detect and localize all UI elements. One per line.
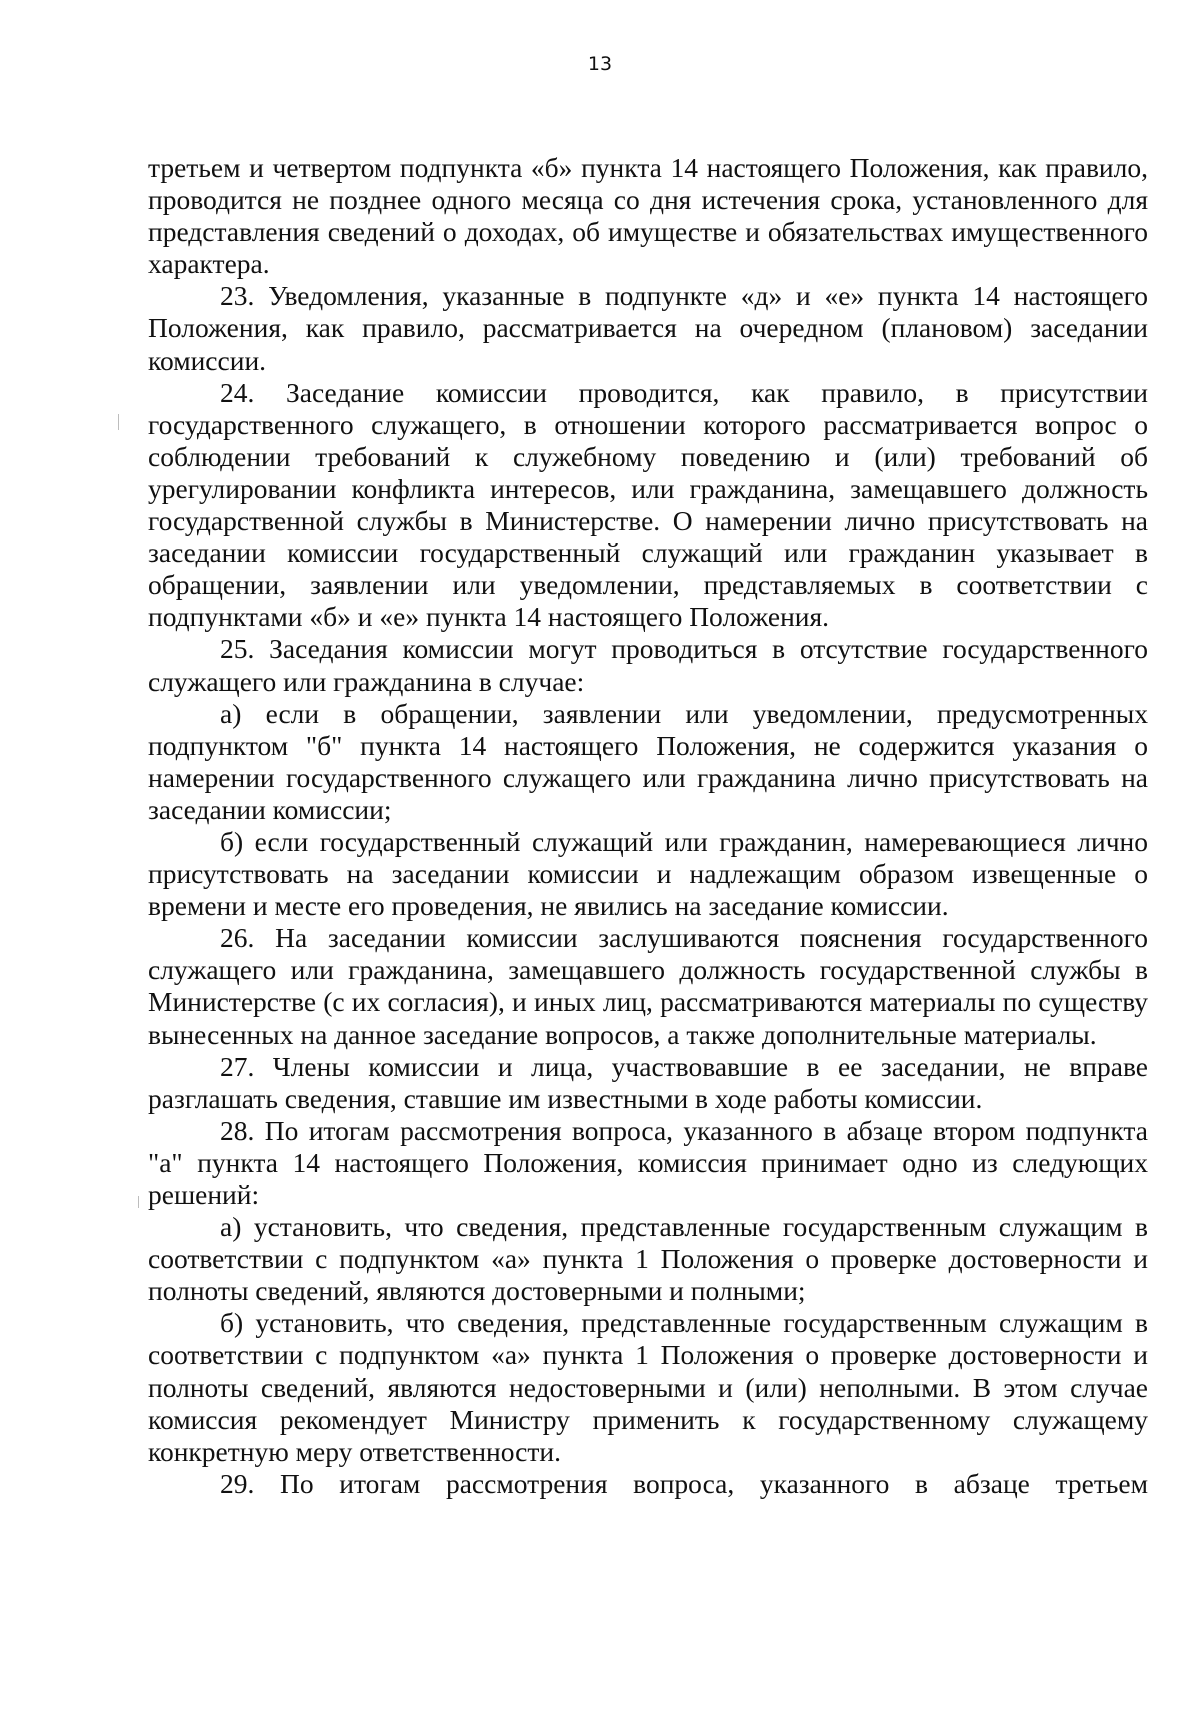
paragraph-item-28-a: а) установить, что сведения, представленные государственным служащим в соответствии с подпунктом «а» пункта 1 Положения о проверке достоверности и полноты сведений, являются достоверными и полными; — [148, 1211, 1148, 1307]
paragraph-item-28: 28. По итогам рассмотрения вопроса, указанного в абзаце втором подпункта "а" пункта 14 настоящего Положения, комиссия принимает одно из следующих решений: — [148, 1114, 1148, 1210]
paragraph-item-23: 23. Уведомления, указанные в подпункте «д» и «е» пункта 14 настоящего Положения, как правило, рассматривается на очередном (плановом) заседании комиссии. — [148, 280, 1148, 376]
paragraph-item-28-b: б) установить, что сведения, представленные государственным служащим в соответствии с подпунктом «а» пункта 1 Положения о проверке достоверности и полноты сведений, являются недостоверными и (или) неполными. В этом случае комиссия рекомендует Министру применить к государственному служащему конкретную меру ответственности. — [148, 1307, 1148, 1467]
document-body — [148, 152, 1148, 1500]
paragraph-item-27: 27. Члены комиссии и лица, участвовавшие в ее заседании, не вправе разглашать сведения, ставшие им известными в ходе работы комиссии. — [148, 1050, 1148, 1114]
paragraph-item-25-a: а) если в обращении, заявлении или уведомлении, предусмотренных подпунктом "б" пункта 14 настоящего Положения, не содержится указания о намерении государственного служащего или гражданина лично присутствовать на заседании комиссии; — [148, 697, 1148, 825]
scan-artifact-mark — [138, 1196, 139, 1208]
scan-artifact-mark — [118, 414, 119, 430]
paragraph-continuation: третьем и четвертом подпункта «б» пункта 14 настоящего Положения, как правило, проводится не позднее одного месяца со дня истечения срока, установленного для представления сведений о доходах, об имуществе и обязательствах имущественного характера. — [148, 152, 1148, 280]
paragraph-item-25: 25. Заседания комиссии могут проводиться в отсутствие государственного служащего или гражданина в случае: — [148, 633, 1148, 697]
paragraph-item-25-b: б) если государственный служащий или гражданин, намеревающиеся лично присутствовать на заседании комиссии и надлежащим образом извещенные о времени и месте его проведения, не явились на заседание комиссии. — [148, 825, 1148, 922]
page-number: 13 — [587, 53, 613, 75]
paragraph-item-26: 26. На заседании комиссии заслушиваются пояснения государственного служащего или гражданина, замещавшего должность государственной службы в Министерстве (с их согласия), и иных лиц, рассматриваются материалы по существу вынесенных на данное заседание вопросов, а также дополнительные материалы. — [148, 922, 1148, 1050]
paragraph-item-24: 24. Заседание комиссии проводится, как правило, в присутствии государственного служащего, в отношении которого рассматривается вопрос о соблюдении требований к служебному поведению и (или) требований об урегулировании конфликта интересов, или гражданина, замещавшего должность государственной службы в Министерстве. О намерении лично присутствовать на заседании комиссии государственный служащий или гражданин указывает в обращении, заявлении или уведомлении, представляемых в соответствии с подпунктами «б» и «е» пункта 14 настоящего Положения. — [148, 376, 1148, 633]
paragraph-item-29: 29. По итогам рассмотрения вопроса, указанного в абзаце третьем — [220, 1467, 1148, 1499]
